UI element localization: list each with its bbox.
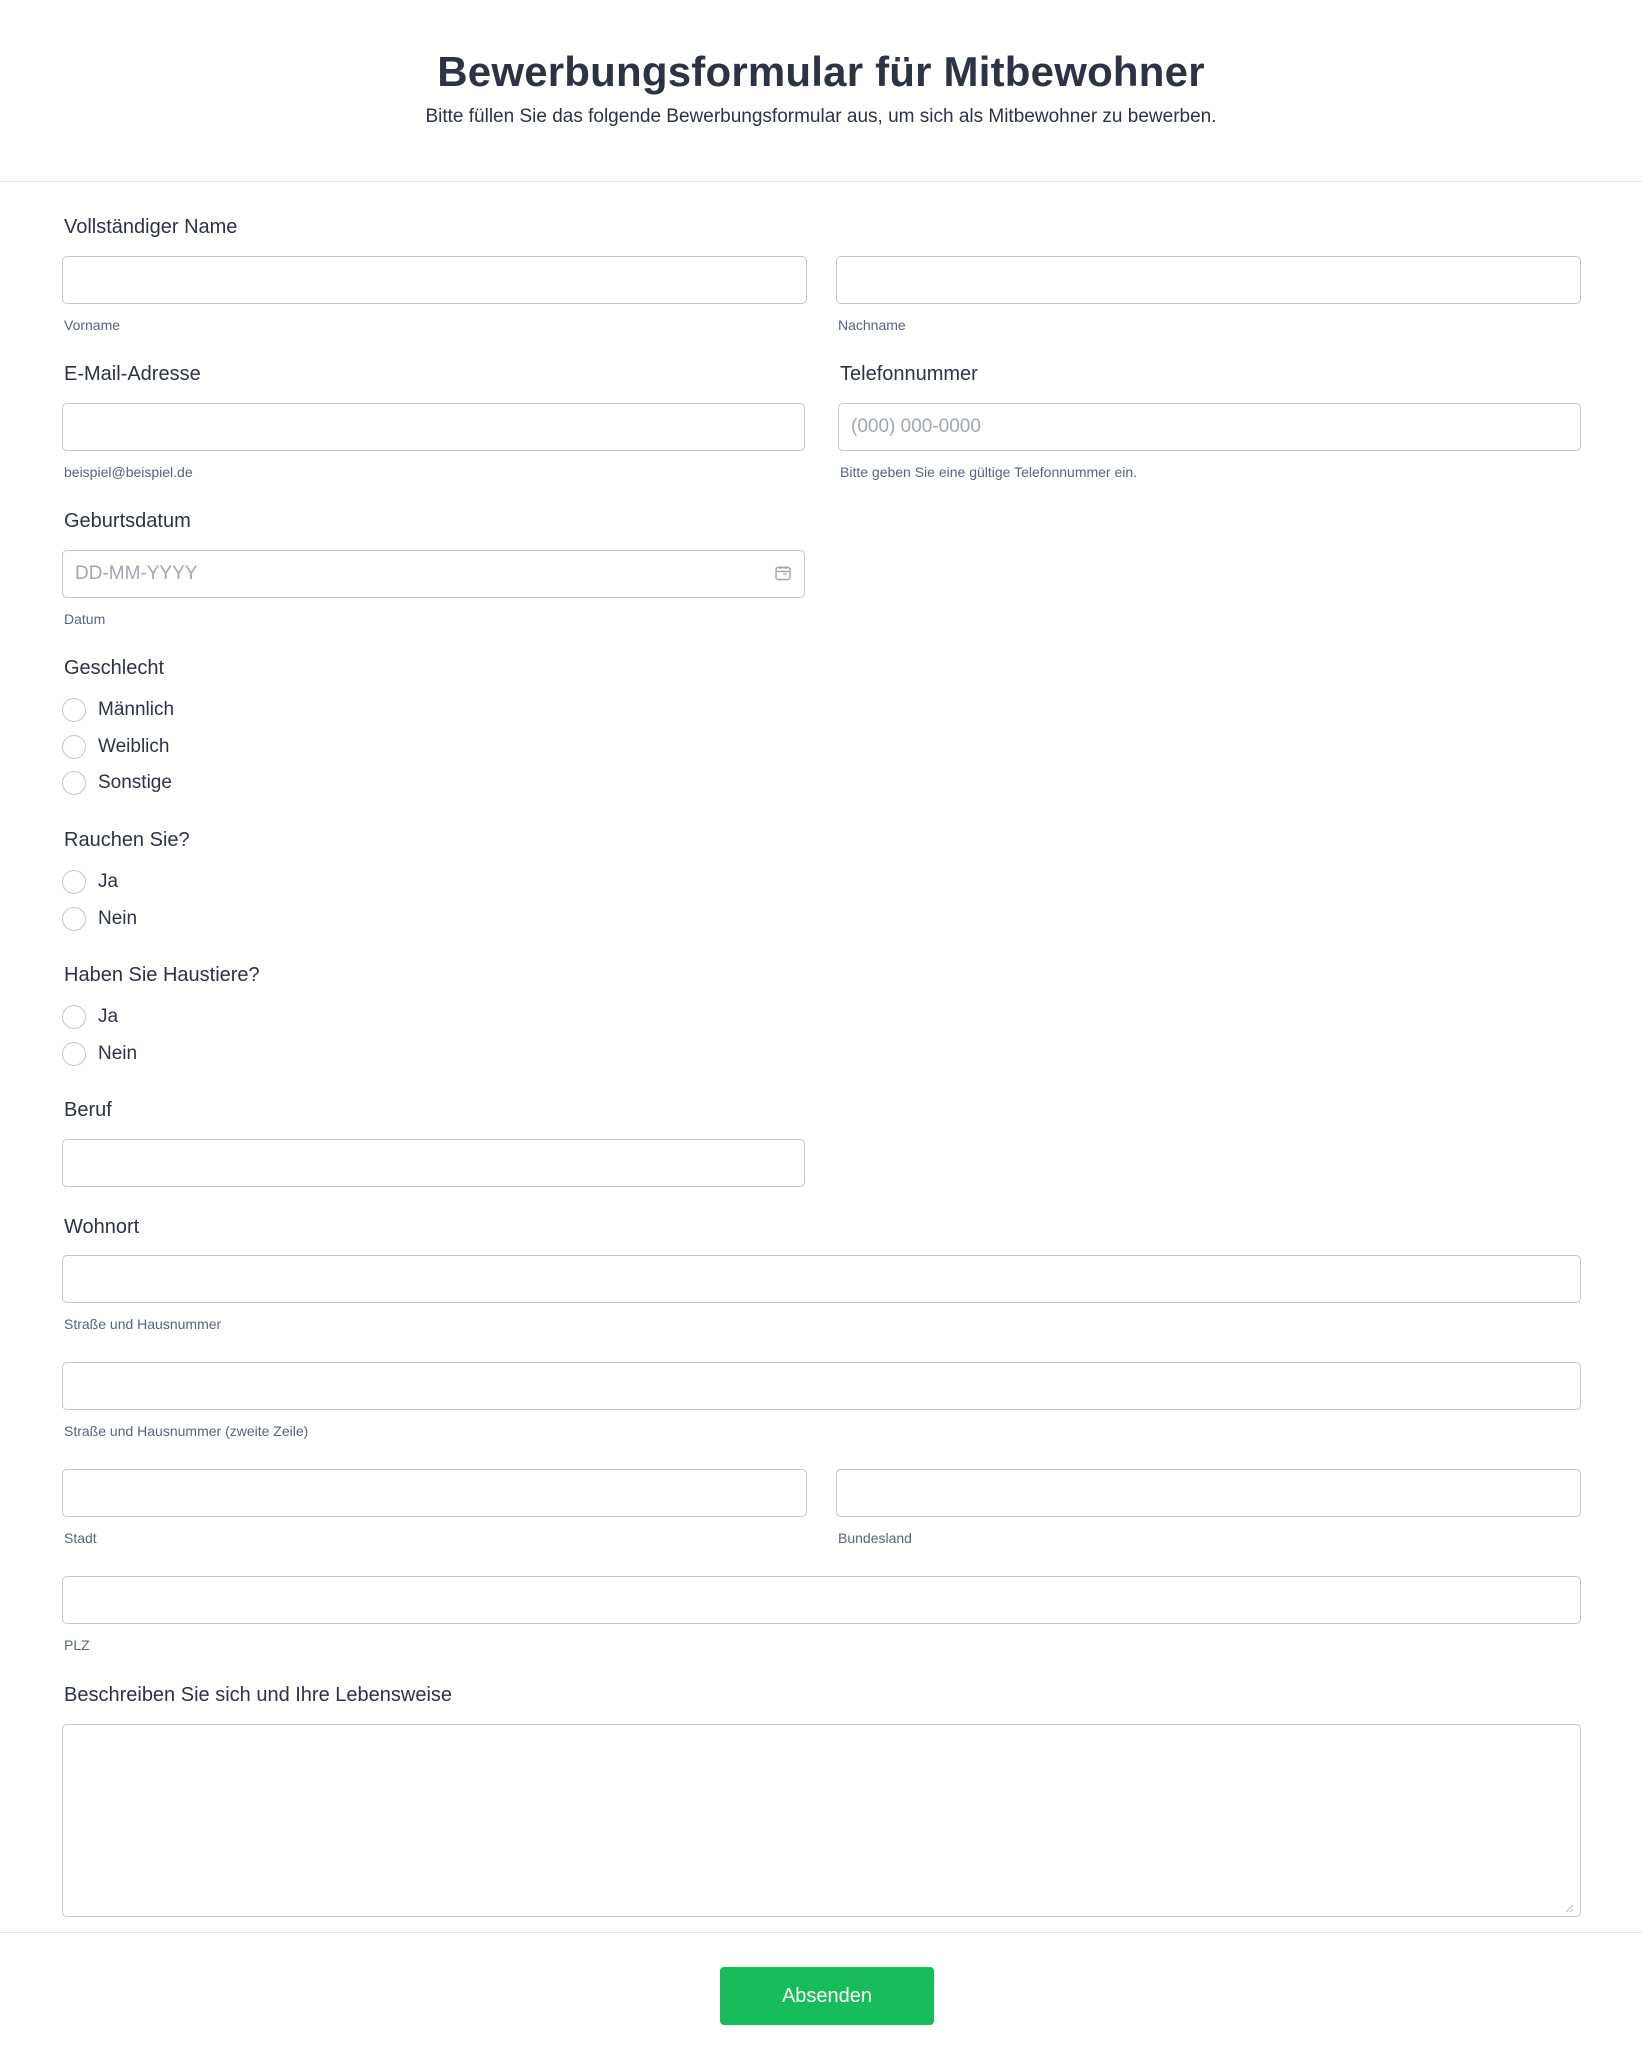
radio-button[interactable] [62,771,86,795]
radio-label: Weiblich [98,736,170,757]
zip-input[interactable] [62,1576,1581,1624]
birthdate-input[interactable] [62,550,805,598]
street2-sublabel: Straße und Hausnummer (zweite Zeile) [64,1423,309,1439]
footer-divider [0,1932,1642,1933]
smoking-option-yes[interactable] [62,868,118,896]
email-label: E-Mail-Adresse [64,363,201,385]
street-sublabel: Straße und Hausnummer [64,1316,222,1332]
radio-label: Ja [98,871,119,892]
radio-button[interactable] [62,1005,86,1029]
street2-input[interactable] [62,1362,1581,1410]
smoking-label: Rauchen Sie? [64,829,190,851]
submit-button[interactable]: Absenden [720,1967,934,2025]
gender-option-female[interactable] [62,733,169,761]
zip-sublabel: PLZ [64,1637,90,1653]
resize-handle-icon[interactable] [1564,1900,1574,1910]
radio-button[interactable] [62,870,86,894]
gender-label: Geschlecht [64,657,165,679]
radio-label: Männlich [98,699,175,720]
city-input[interactable] [62,1469,807,1517]
gender-option-other[interactable] [62,769,172,797]
pets-option-no[interactable] [62,1040,137,1068]
first-name-sublabel: Vorname [64,317,121,333]
radio-label: Ja [98,1006,119,1027]
calendar-icon[interactable] [774,564,792,582]
radio-label: Nein [98,908,138,929]
description-textarea[interactable] [62,1724,1581,1917]
pets-option-yes[interactable] [62,1003,118,1031]
form-subtitle: Bitte füllen Sie das folgende Bewerbungsformular aus, um sich als Mitbewohner zu bewerben. [425,106,1217,127]
birthdate-placeholder: DD-MM-YYYY [75,563,198,584]
birthdate-sublabel: Datum [64,611,106,627]
phone-sublabel: Bitte geben Sie eine gültige Telefonnummer ein. [840,464,1138,480]
birthdate-label: Geburtsdatum [64,510,191,532]
state-input[interactable] [836,1469,1581,1517]
radio-label: Nein [98,1043,138,1064]
radio-button[interactable] [62,735,86,759]
address-label: Wohnort [64,1216,140,1238]
state-sublabel: Bundesland [838,1530,912,1546]
last-name-sublabel: Nachname [838,317,906,333]
radio-button[interactable] [62,1042,86,1066]
phone-input[interactable]: (000) 000-0000 [838,403,1581,451]
radio-label: Sonstige [98,772,172,793]
pets-label: Haben Sie Haustiere? [64,964,260,986]
street-input[interactable] [62,1255,1581,1303]
form-title: Bewerbungsformular für Mitbewohner [437,48,1205,95]
gender-option-male[interactable] [62,696,174,724]
radio-button[interactable] [62,907,86,931]
email-sublabel: beispiel@beispiel.de [64,464,193,480]
radio-button[interactable] [62,698,86,722]
first-name-input[interactable] [62,256,807,304]
city-sublabel: Stadt [64,1530,97,1546]
form-header [0,0,1642,182]
last-name-input[interactable] [836,256,1581,304]
full-name-label: Vollständiger Name [64,216,238,238]
occupation-label: Beruf [64,1099,112,1121]
description-label: Beschreiben Sie sich und Ihre Lebensweise [64,1684,453,1706]
email-input[interactable] [62,403,805,451]
occupation-input[interactable] [62,1139,805,1187]
phone-label: Telefonnummer [840,363,978,385]
smoking-option-no[interactable] [62,905,137,933]
